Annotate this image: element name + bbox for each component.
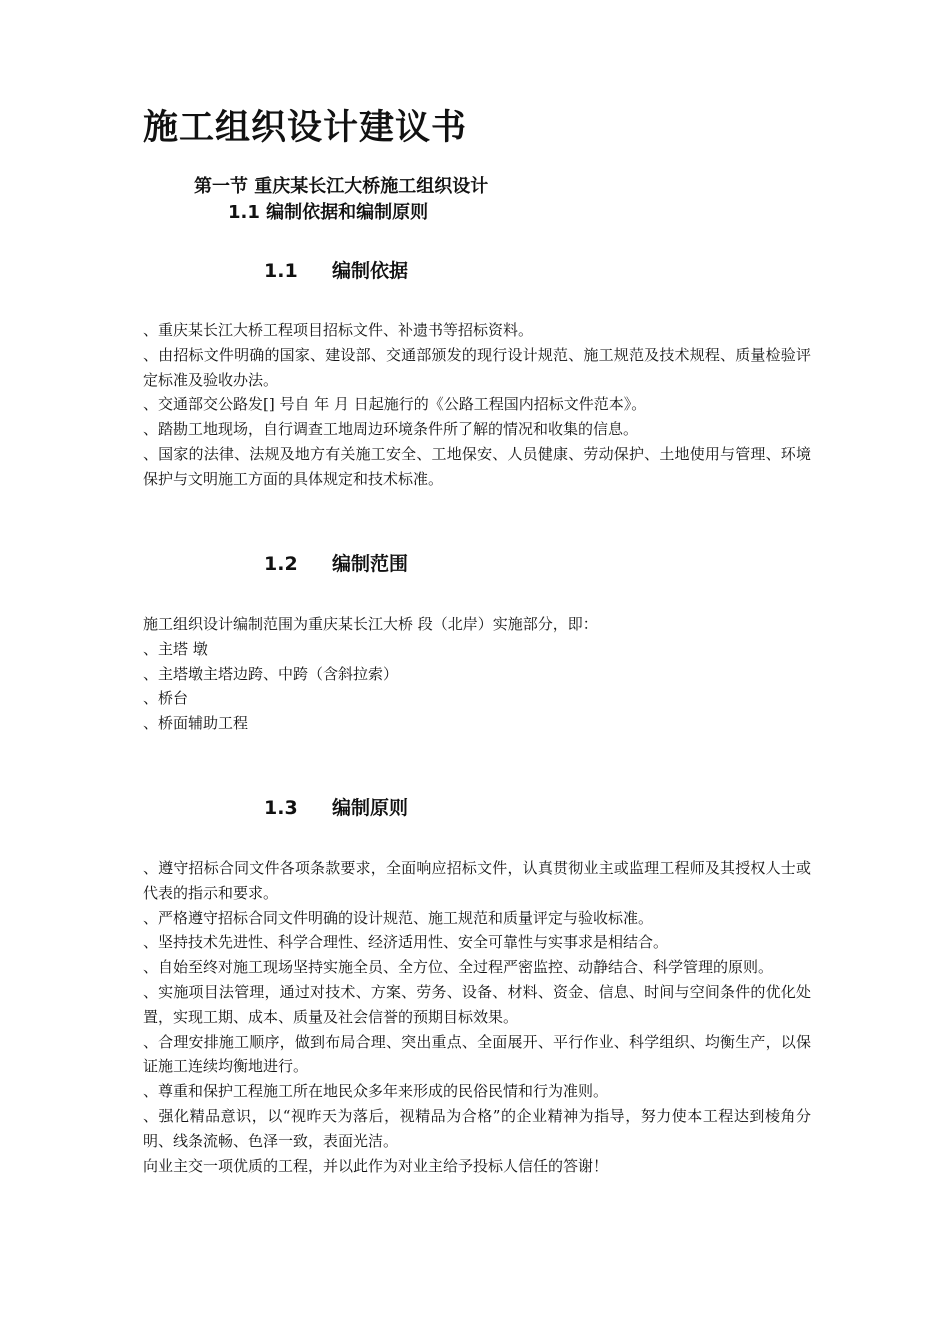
paragraph: 、桥台 xyxy=(143,689,189,708)
paragraph: 、重庆某长江大桥工程项目招标文件、补遗书等招标资料。 xyxy=(143,321,534,339)
section-number: 1.1 xyxy=(264,260,298,282)
chapter-heading: 第一节 重庆某长江大桥施工组织设计 xyxy=(194,176,489,197)
paragraph: 、实施项目法管理，通过对技术、方案、劳务、设备、材料、资金、信息、时间与空间条件的优化处置，实现工期、成本、质量及社会信誉的预期目标效果。 xyxy=(143,982,811,1026)
paragraph: 、踏勘工地现场，自行调查工地周边环境条件所了解的情况和收集的信息。 xyxy=(143,420,639,439)
paragraph: 施工组织设计编制范围为重庆某长江大桥 段（北岸）实施部分，即： xyxy=(143,615,598,633)
section-1-2-body xyxy=(143,612,811,736)
paragraph: 、严格遵守招标合同文件明确的设计规范、施工规范和质量评定与验收标准。 xyxy=(143,908,654,927)
paragraph: 、由招标文件明确的国家、建设部、交通部颁发的现行设计规范、施工规范及技术规程、质量检验评定标准及验收办法。 xyxy=(143,345,811,389)
document-title: 施工组织设计建议书 xyxy=(143,108,468,148)
section-number: 1.2 xyxy=(264,553,298,575)
paragraph: 、坚持技术先进性、科学合理性、经济适用性、安全可靠性与实事求是相结合。 xyxy=(143,933,669,952)
paragraph: 、主塔 墩 xyxy=(143,639,208,658)
paragraph: 、国家的法律、法规及地方有关施工安全、工地保安、人员健康、劳动保护、土地使用与管理、环境保护与文明施工方面的具体规定和技术标准。 xyxy=(143,444,811,488)
section-1-3-body xyxy=(143,856,811,1178)
paragraph: 、强化精品意识，以“视昨天为落后，视精品为合格”的企业精神为指导，努力使本工程达到棱角分明、线条流畅、色泽一致，表面光洁。 xyxy=(143,1106,811,1150)
paragraph: 向业主交一项优质的工程，并以此作为对业主给予投标人信任的答谢！ xyxy=(143,1156,609,1175)
paragraph: 、桥面辅助工程 xyxy=(143,714,249,733)
section-1-3-heading xyxy=(264,794,408,822)
paragraph: 、遵守招标合同文件各项条款要求，全面响应招标文件，认真贯彻业主或监理工程师及其授权人士或代表的指示和要求。 xyxy=(143,859,811,902)
section-title: 编制原则 xyxy=(332,797,409,819)
paragraph: 、尊重和保护工程施工所在地民众多年来形成的民俗民情和行为准则。 xyxy=(143,1082,609,1101)
section-heading: 1.1 编制依据和编制原则 xyxy=(228,202,429,223)
section-1-1-body xyxy=(143,318,811,492)
section-1-2-heading xyxy=(264,550,408,578)
paragraph: 、自始至终对施工现场坚持实施全员、全方位、全过程严密监控、动静结合、科学管理的原则。 xyxy=(143,958,774,977)
section-number: 1.3 xyxy=(264,797,298,819)
section-title: 编制范围 xyxy=(332,553,409,575)
section-title: 编制依据 xyxy=(332,260,409,282)
paragraph: 、交通部交公路发[] 号自 年 月 日起施行的《公路工程国内招标文件范本》。 xyxy=(143,395,647,414)
paragraph: 、合理安排施工顺序，做到布局合理、突出重点、全面展开、平行作业、科学组织、均衡生产，以保证施工连续均衡地进行。 xyxy=(143,1032,811,1076)
paragraph: 、主塔墩主塔边跨、中跨（含斜拉索） xyxy=(143,664,399,683)
section-1-1-heading xyxy=(264,257,408,285)
